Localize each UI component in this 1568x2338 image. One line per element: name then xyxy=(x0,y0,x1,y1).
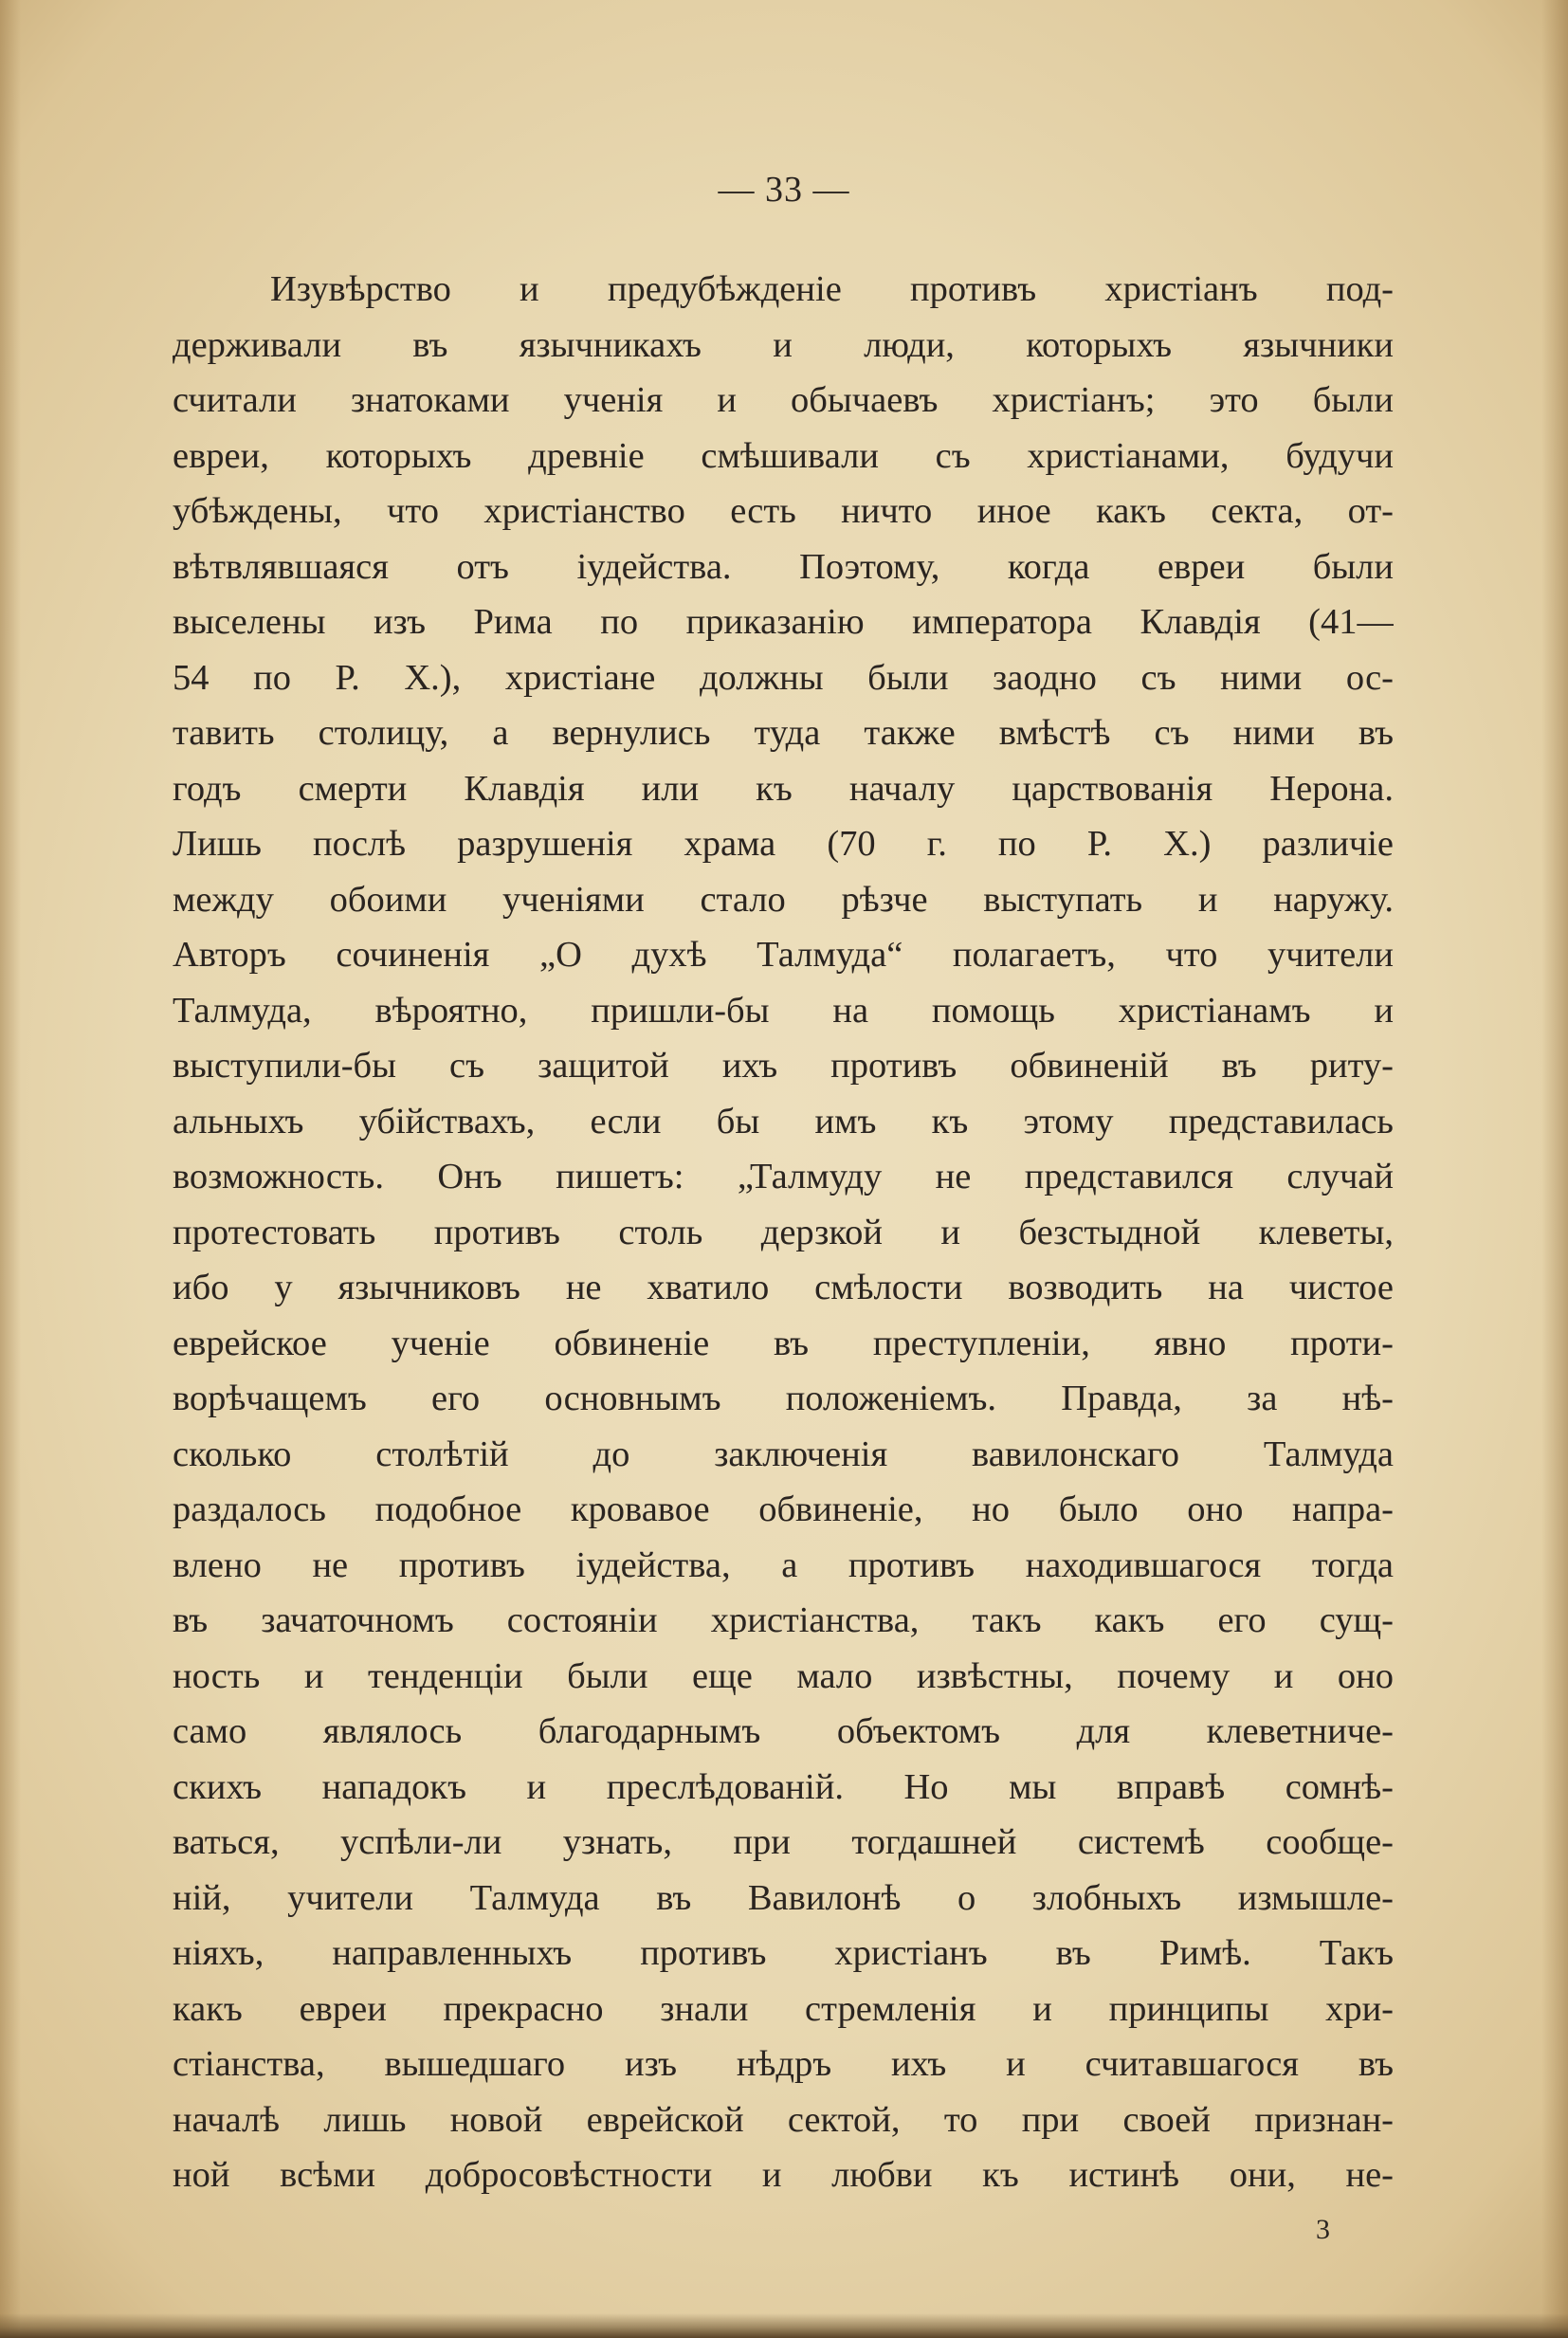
text-line: альныхъ убійствахъ, если бы имъ къ этому представилась xyxy=(173,1101,1394,1142)
text-line: ибо у язычниковъ не хватило смѣлости возводить на чистое xyxy=(173,1268,1394,1307)
page-edge-shadow-bottom xyxy=(0,2313,1568,2338)
text-line: ность и тенденціи были еще мало извѣстны, почему и оно xyxy=(173,1655,1394,1696)
text-line: евреи, которыхъ древніе смѣшивали съ христіанами, будучи xyxy=(173,435,1394,476)
page-edge-shadow-right xyxy=(1541,0,1568,2338)
text-line: убѣждены, что христіанство есть ничто иное какъ секта, от- xyxy=(173,491,1394,531)
text-line: ній, учители Талмуда въ Вавилонѣ о злобныхъ измышле- xyxy=(173,1877,1394,1918)
text-line: возможность. Онъ пишетъ: „Талмуду не представился случай xyxy=(173,1157,1394,1196)
text-line: тавить столицу, а вернулись туда также вмѣстѣ съ ними въ xyxy=(173,713,1394,753)
text-line: между обоими ученіями стало рѣзче выступать и наружу. xyxy=(173,879,1394,920)
text-line: выступили-бы съ защитой ихъ противъ обвиненій въ риту- xyxy=(173,1046,1394,1086)
text-line: Талмуда, вѣроятно, пришли-бы на помощь христіанамъ и xyxy=(173,990,1394,1031)
printer-signature-mark: 3 xyxy=(1316,2214,1330,2245)
text-line: въ зачаточномъ состояніи христіанства, такъ какъ его сущ- xyxy=(173,1600,1394,1640)
text-line: стіанства, вышедшаго изъ нѣдръ ихъ и считавшагося въ xyxy=(173,2044,1394,2084)
text-line: Изувѣрство и предубѣжденіе противъ христіанъ под- xyxy=(270,269,1394,309)
text-line: ніяхъ, направленныхъ противъ христіанъ въ Римѣ. Такъ xyxy=(173,1933,1394,1973)
text-line: раздалось подобное кровавое обвиненіе, но было оно напра- xyxy=(173,1489,1394,1529)
page-edge-shadow-left xyxy=(0,0,21,2338)
text-line: само являлось благодарнымъ объектомъ для клеветниче- xyxy=(173,1711,1394,1751)
text-line: 54 по Р. Х.), христіане должны были заодно съ ними ос- xyxy=(173,657,1394,698)
text-line: сколько столѣтій до заключенія вавилонскаго Талмуда xyxy=(173,1434,1394,1474)
text-line: скихъ нападокъ и преслѣдованій. Но мы вправѣ сомнѣ- xyxy=(173,1766,1394,1807)
page-number-header: — 33 — xyxy=(718,170,850,210)
text-line: ваться, успѣли-ли узнать, при тогдашней системѣ сообще- xyxy=(173,1822,1394,1862)
text-line: какъ евреи прекрасно знали стремленія и принципы хри- xyxy=(173,1988,1394,2029)
text-line: выселены изъ Рима по приказанію императора Клавдія (41— xyxy=(173,602,1394,642)
text-line: держивали въ язычникахъ и люди, которыхъ язычники xyxy=(173,324,1394,365)
text-line: протестовать противъ столь дерзкой и безстыдной клеветы, xyxy=(173,1212,1394,1252)
text-line: ной всѣми добросовѣстности и любви къ истинѣ они, не- xyxy=(173,2155,1394,2195)
text-line: годъ смерти Клавдія или къ началу царствованія Нерона. xyxy=(173,768,1394,809)
text-line: ворѣчащемъ его основнымъ положеніемъ. Правда, за нѣ- xyxy=(173,1379,1394,1418)
text-line: началѣ лишь новой еврейской сектой, то при своей признан- xyxy=(173,2099,1394,2140)
text-line: еврейское ученіе обвиненіе въ преступленіи, явно проти- xyxy=(173,1323,1394,1363)
text-line: влено не противъ іудейства, а противъ находившагося тогда xyxy=(173,1544,1394,1585)
text-line: Авторъ сочиненія „О духѣ Талмуда“ полагаетъ, что учители xyxy=(173,935,1394,975)
text-line: вѣтвлявшаяся отъ іудейства. Поэтому, когда евреи были xyxy=(173,546,1394,587)
text-line: считали знатоками ученія и обычаевъ христіанъ; это были xyxy=(173,380,1394,420)
text-line: Лишь послѣ разрушенія храма (70 г. по Р. Х.) различіе xyxy=(173,824,1394,864)
body-paragraph xyxy=(173,262,1394,2203)
